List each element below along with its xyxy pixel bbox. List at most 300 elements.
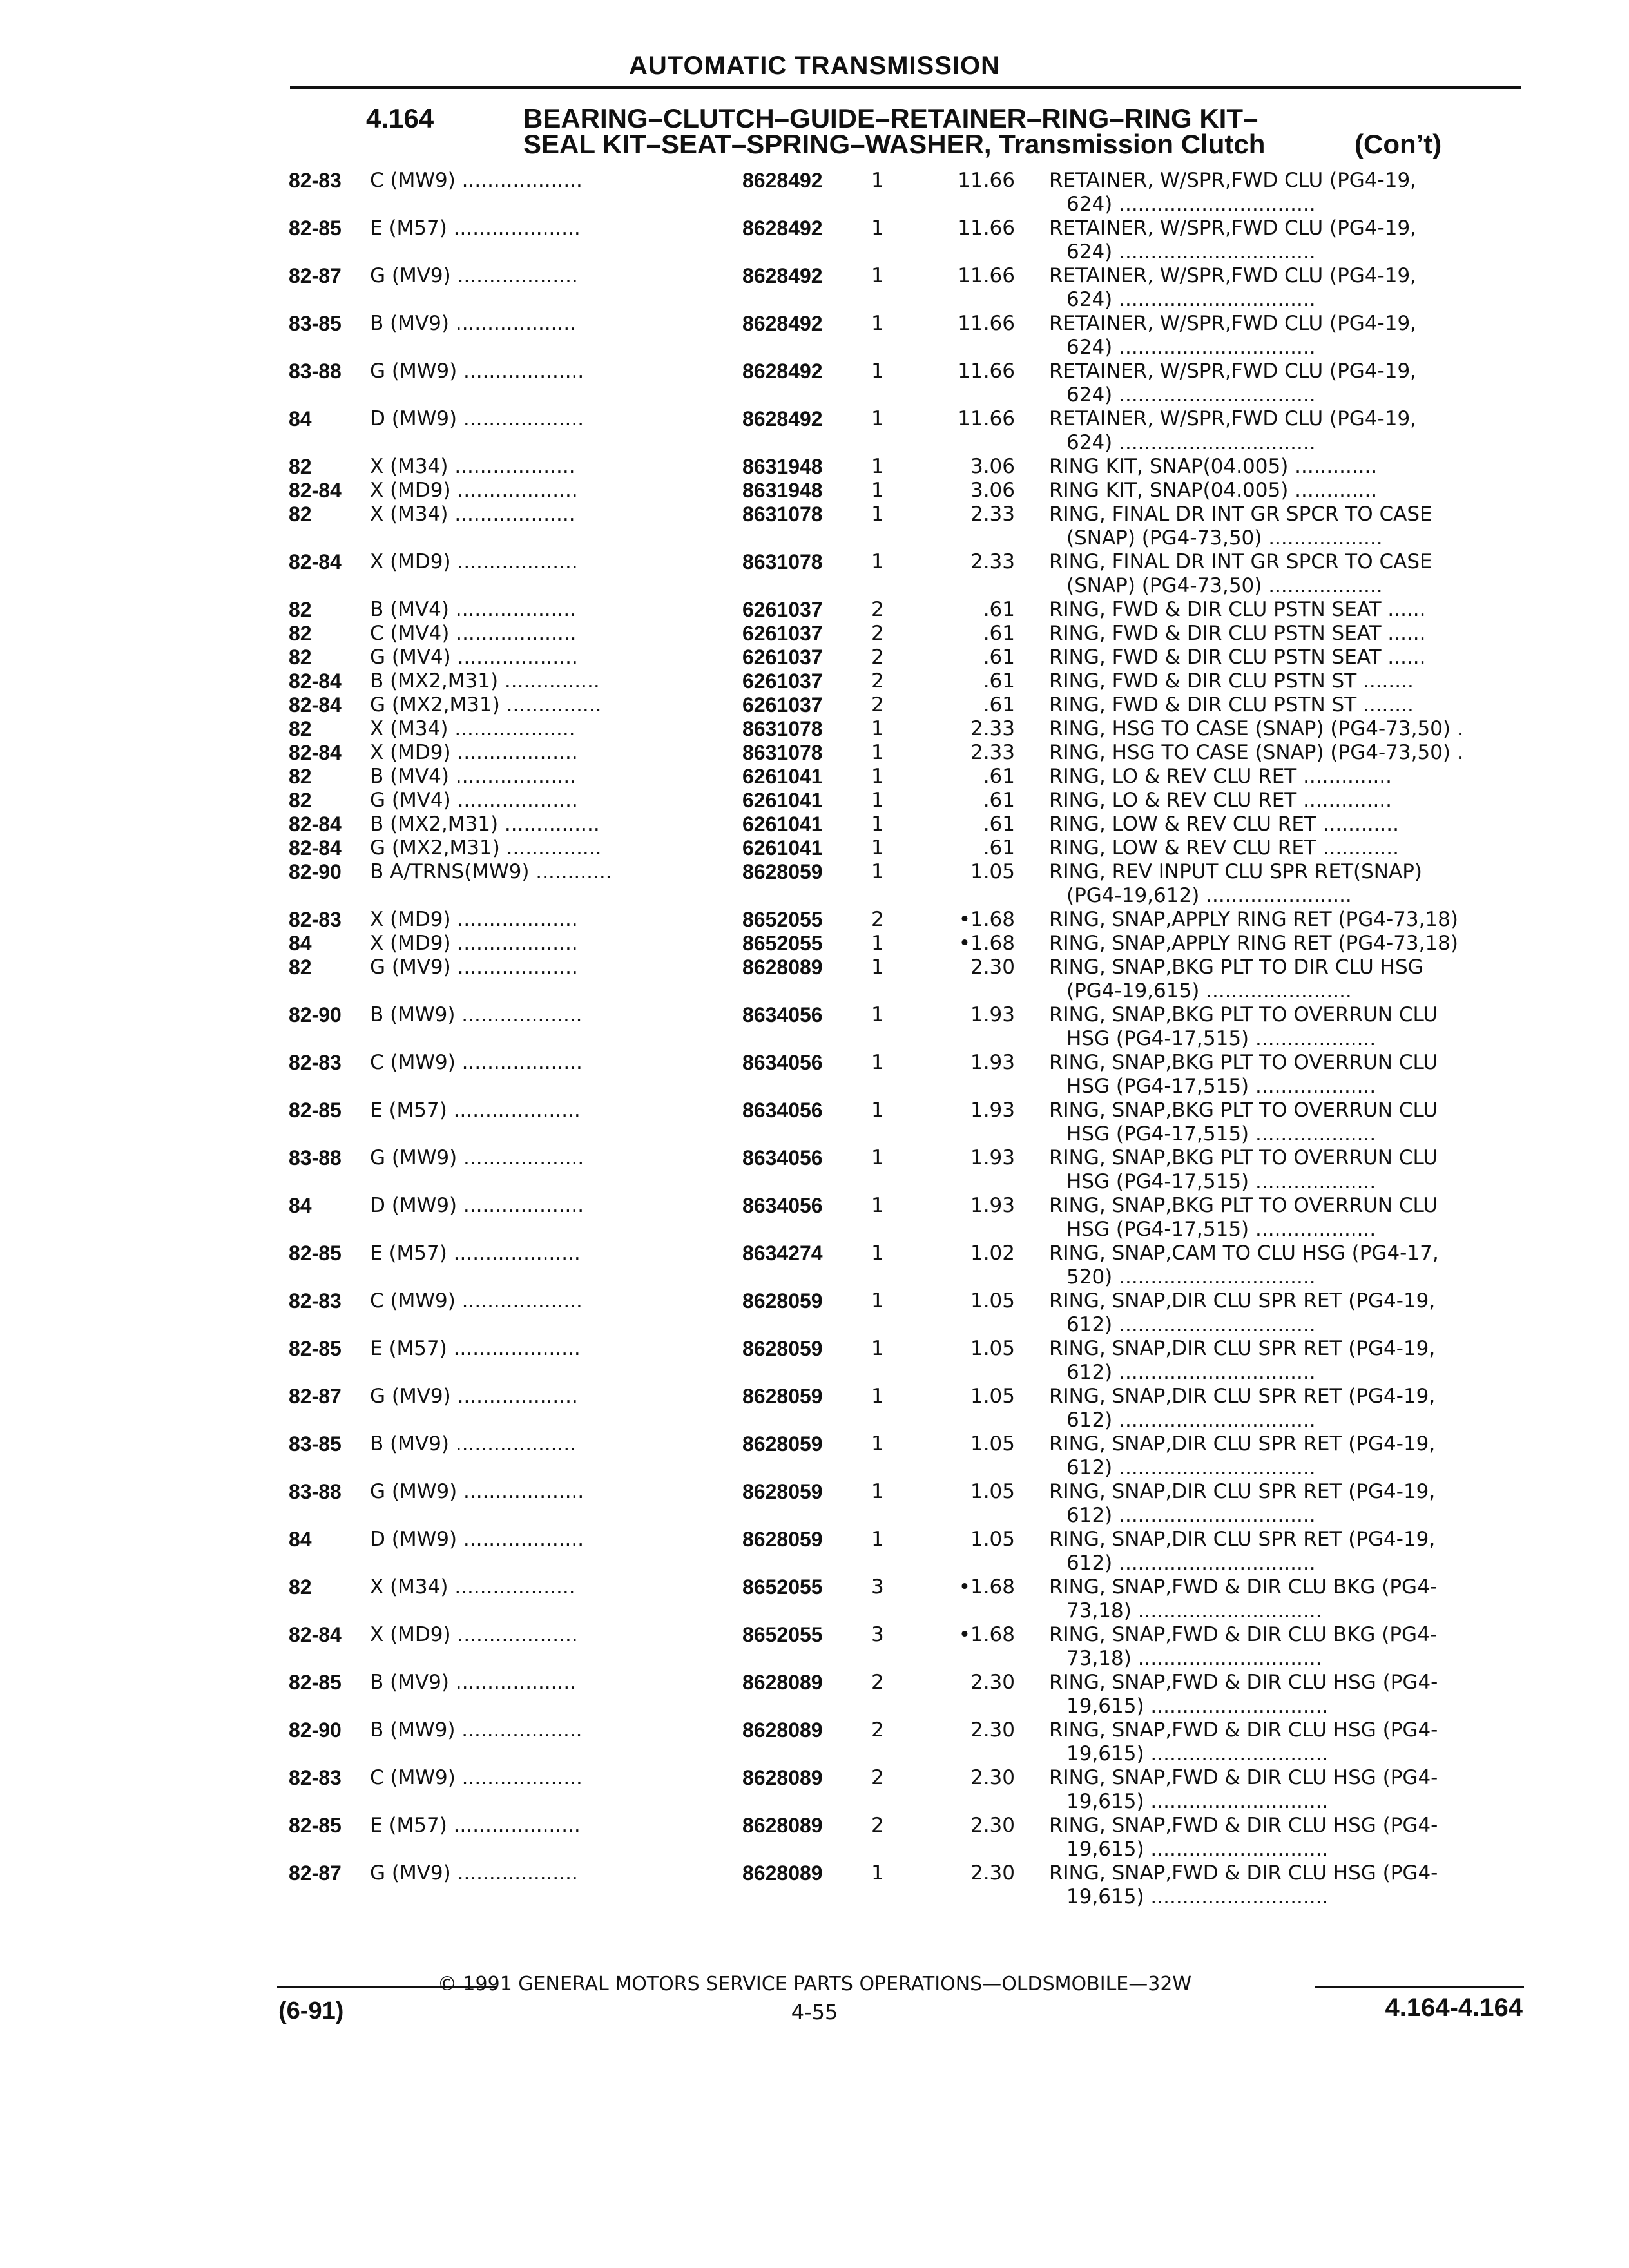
entry-description-continued: (PG4-19,612) ....................... xyxy=(1066,884,1352,907)
entry-model: D (MW9) ................... xyxy=(370,1194,584,1217)
entry-year: 82-84 xyxy=(289,669,342,693)
entry-model: X (MD9) ................... xyxy=(370,479,578,502)
entry-description: RING, HSG TO CASE (SNAP) (PG4-73,50) . xyxy=(1049,741,1463,764)
entry-description-continued: 73,18) ............................. xyxy=(1066,1647,1322,1670)
entry-price: 2.30 xyxy=(970,1861,1015,1885)
entry-quantity: 2 xyxy=(871,1671,884,1694)
entry-description: RING, FWD & DIR CLU PSTN ST ........ xyxy=(1049,693,1414,716)
entry-quantity: 1 xyxy=(871,169,884,192)
entry-quantity: 1 xyxy=(871,216,884,240)
entry-quantity: 1 xyxy=(871,407,884,430)
entry-description-continued: 19,615) ............................ xyxy=(1066,1790,1329,1813)
entry-description-continued: 612) ............................... xyxy=(1066,1408,1316,1432)
entry-description: RETAINER, W/SPR,FWD CLU (PG4-19, xyxy=(1049,169,1417,192)
entry-year: 82-90 xyxy=(289,1003,342,1026)
entry-description-continued: 624) ............................... xyxy=(1066,383,1316,407)
entry-description-continued: 19,615) ............................ xyxy=(1066,1742,1329,1765)
entry-description: RING, SNAP,FWD & DIR CLU HSG (PG4- xyxy=(1049,1766,1438,1789)
entry-year: 82 xyxy=(289,789,312,812)
entry-part-number: 8628059 xyxy=(742,860,823,883)
entry-price: .61 xyxy=(983,765,1015,788)
entry-quantity: 1 xyxy=(871,1337,884,1360)
entry-year: 82 xyxy=(289,503,312,526)
entry-quantity: 1 xyxy=(871,860,884,883)
entry-model: G (MV9) ................... xyxy=(370,1385,578,1408)
entry-part-number: 8652055 xyxy=(742,1623,823,1646)
entry-model: G (MV9) ................... xyxy=(370,956,578,979)
entry-quantity: 1 xyxy=(871,1480,884,1503)
entry-part-number: 8628492 xyxy=(742,312,823,335)
entry-model: E (M57) .................... xyxy=(370,1242,581,1265)
entry-year: 82 xyxy=(289,717,312,740)
entry-quantity: 2 xyxy=(871,1766,884,1789)
footer-divider-right xyxy=(1315,1986,1524,1988)
entry-price: .61 xyxy=(983,598,1015,621)
entry-model: G (MV9) ................... xyxy=(370,264,578,287)
entry-year: 82-90 xyxy=(289,860,342,883)
entry-part-number: 8634056 xyxy=(742,1051,823,1074)
footer-date: (6-91) xyxy=(278,1997,344,2024)
entry-description-continued: HSG (PG4-17,515) ................... xyxy=(1066,1027,1376,1050)
entry-description-continued: 624) ............................... xyxy=(1066,288,1316,311)
entry-description-continued: 624) ............................... xyxy=(1066,431,1316,454)
entry-year: 82-84 xyxy=(289,693,342,716)
entry-description-continued: 19,615) ............................ xyxy=(1066,1695,1329,1718)
entry-quantity: 1 xyxy=(871,1289,884,1312)
entry-description-continued: 520) ............................... xyxy=(1066,1265,1316,1289)
entry-quantity: 2 xyxy=(871,693,884,716)
entry-price: 11.66 xyxy=(958,360,1015,383)
entry-part-number: 8628059 xyxy=(742,1289,823,1312)
entry-part-number: 6261041 xyxy=(742,765,823,788)
entry-description: RING, SNAP,CAM TO CLU HSG (PG4-17, xyxy=(1049,1242,1439,1265)
entry-description: RING, FINAL DR INT GR SPCR TO CASE xyxy=(1049,503,1432,526)
entry-price: 1.05 xyxy=(970,860,1015,883)
entry-part-number: 6261037 xyxy=(742,693,823,716)
entry-description-continued: (SNAP) (PG4-73,50) .................. xyxy=(1066,574,1383,597)
entry-quantity: 1 xyxy=(871,1242,884,1265)
entry-year: 82-84 xyxy=(289,741,342,764)
entry-part-number: 8631078 xyxy=(742,717,823,740)
entry-year: 84 xyxy=(289,1528,312,1551)
entry-quantity: 1 xyxy=(871,1051,884,1074)
entry-price: 1.93 xyxy=(970,1194,1015,1217)
entry-year: 82-85 xyxy=(289,1099,342,1122)
entry-description: RING, SNAP,BKG PLT TO OVERRUN CLU xyxy=(1049,1194,1438,1217)
entry-part-number: 8628089 xyxy=(742,1671,823,1694)
entry-model: C (MV4) ................... xyxy=(370,622,577,645)
entry-description-continued: 73,18) ............................. xyxy=(1066,1599,1322,1622)
entry-year: 82-84 xyxy=(289,812,342,836)
entry-model: E (M57) .................... xyxy=(370,1099,581,1122)
entry-model: B (MW9) ................... xyxy=(370,1718,583,1742)
entry-description-continued: 612) ............................... xyxy=(1066,1552,1316,1575)
entry-description: RING, SNAP,BKG PLT TO DIR CLU HSG xyxy=(1049,956,1423,979)
entry-model: X (M34) ................... xyxy=(370,1575,575,1599)
entry-description: RING, SNAP,DIR CLU SPR RET (PG4-19, xyxy=(1049,1337,1436,1360)
entry-part-number: 6261041 xyxy=(742,836,823,860)
entry-year: 82-85 xyxy=(289,216,342,240)
entry-part-number: 6261037 xyxy=(742,646,823,669)
entry-quantity: 1 xyxy=(871,1432,884,1456)
entry-year: 82-87 xyxy=(289,1385,342,1408)
entry-price: 1.05 xyxy=(970,1528,1015,1551)
entry-year: 82-85 xyxy=(289,1242,342,1265)
entry-description: RING, SNAP,DIR CLU SPR RET (PG4-19, xyxy=(1049,1289,1436,1312)
entry-model: G (MV4) ................... xyxy=(370,789,578,812)
entry-year: 82 xyxy=(289,956,312,979)
entry-description: RETAINER, W/SPR,FWD CLU (PG4-19, xyxy=(1049,407,1417,430)
entry-model: G (MX2,M31) ............... xyxy=(370,836,602,860)
entry-model: E (M57) .................... xyxy=(370,216,581,240)
entry-part-number: 8628059 xyxy=(742,1337,823,1360)
entry-price: 1.93 xyxy=(970,1146,1015,1169)
entry-part-number: 8628492 xyxy=(742,169,823,192)
entry-model: D (MW9) ................... xyxy=(370,407,584,430)
entry-description: RING, FWD & DIR CLU PSTN SEAT ...... xyxy=(1049,598,1426,621)
entry-price: 1.05 xyxy=(970,1337,1015,1360)
entry-price: •1.68 xyxy=(958,1623,1015,1646)
entry-year: 82-83 xyxy=(289,908,342,931)
entry-part-number: 8628492 xyxy=(742,360,823,383)
entry-price: 2.33 xyxy=(970,741,1015,764)
entry-year: 82 xyxy=(289,646,312,669)
entry-model: B (MW9) ................... xyxy=(370,1003,583,1026)
entry-model: X (M34) ................... xyxy=(370,455,575,478)
entry-quantity: 1 xyxy=(871,789,884,812)
entry-model: X (M34) ................... xyxy=(370,503,575,526)
entry-part-number: 8634274 xyxy=(742,1242,823,1265)
entry-part-number: 6261037 xyxy=(742,598,823,621)
entry-description: RING, FWD & DIR CLU PSTN SEAT ...... xyxy=(1049,646,1426,669)
entry-part-number: 8628089 xyxy=(742,1718,823,1742)
entry-description-continued: (PG4-19,615) ....................... xyxy=(1066,979,1352,1003)
entry-part-number: 8634056 xyxy=(742,1194,823,1217)
entry-year: 82-85 xyxy=(289,1337,342,1360)
entry-description-continued: 612) ............................... xyxy=(1066,1456,1316,1479)
entry-description-continued: HSG (PG4-17,515) ................... xyxy=(1066,1122,1376,1146)
entry-price: 2.33 xyxy=(970,717,1015,740)
entry-price: •1.68 xyxy=(958,1575,1015,1599)
entry-year: 82-83 xyxy=(289,169,342,192)
entry-price: .61 xyxy=(983,669,1015,693)
entry-description: RING, SNAP,APPLY RING RET (PG4-73,18) xyxy=(1049,908,1458,931)
entry-model: X (M34) ................... xyxy=(370,717,575,740)
entry-year: 83-88 xyxy=(289,1146,342,1169)
entry-description: RETAINER, W/SPR,FWD CLU (PG4-19, xyxy=(1049,312,1417,335)
entry-quantity: 2 xyxy=(871,908,884,931)
entry-price: 11.66 xyxy=(958,216,1015,240)
entry-description-continued: 624) ............................... xyxy=(1066,336,1316,359)
entry-model: B A/TRNS(MW9) ............ xyxy=(370,860,612,883)
entry-description: RING, SNAP,DIR CLU SPR RET (PG4-19, xyxy=(1049,1385,1436,1408)
entry-description: RING, SNAP,FWD & DIR CLU HSG (PG4- xyxy=(1049,1718,1438,1742)
entry-description: RING, SNAP,FWD & DIR CLU BKG (PG4- xyxy=(1049,1575,1437,1599)
entry-model: G (MX2,M31) ............... xyxy=(370,693,602,716)
entry-quantity: 1 xyxy=(871,1194,884,1217)
entry-year: 82-84 xyxy=(289,836,342,860)
entry-description-continued: 612) ............................... xyxy=(1066,1313,1316,1336)
entry-price: 11.66 xyxy=(958,312,1015,335)
entry-description: RING, SNAP,BKG PLT TO OVERRUN CLU xyxy=(1049,1099,1438,1122)
entry-year: 82 xyxy=(289,598,312,621)
entry-description: RING, SNAP,FWD & DIR CLU HSG (PG4- xyxy=(1049,1671,1438,1694)
entry-part-number: 8628059 xyxy=(742,1528,823,1551)
entry-description: RING, SNAP,DIR CLU SPR RET (PG4-19, xyxy=(1049,1480,1436,1503)
entry-price: 3.06 xyxy=(970,455,1015,478)
entry-quantity: 1 xyxy=(871,741,884,764)
entry-year: 82-83 xyxy=(289,1766,342,1789)
entry-part-number: 8628492 xyxy=(742,407,823,430)
entry-description: RETAINER, W/SPR,FWD CLU (PG4-19, xyxy=(1049,264,1417,287)
entry-year: 82-87 xyxy=(289,1861,342,1885)
entry-year: 83-88 xyxy=(289,1480,342,1503)
entry-quantity: 1 xyxy=(871,765,884,788)
entry-description: RING, FWD & DIR CLU PSTN ST ........ xyxy=(1049,669,1414,693)
entry-description-continued: 19,615) ............................ xyxy=(1066,1885,1329,1908)
entry-model: C (MW9) ................... xyxy=(370,1766,583,1789)
entry-description: RING KIT, SNAP(04.005) ............. xyxy=(1049,455,1378,478)
entry-quantity: 1 xyxy=(871,836,884,860)
entry-price: 11.66 xyxy=(958,264,1015,287)
entry-part-number: 8652055 xyxy=(742,1575,823,1599)
entry-description-continued: 624) ............................... xyxy=(1066,240,1316,264)
entry-model: B (MV9) ................... xyxy=(370,1671,577,1694)
entry-model: B (MV9) ................... xyxy=(370,1432,577,1456)
entry-year: 82-85 xyxy=(289,1671,342,1694)
section-title-line2: SEAL KIT–SEAT–SPRING–WASHER, Transmission Clutch xyxy=(523,129,1266,159)
footer-copyright: © 1991 GENERAL MOTORS SERVICE PARTS OPERATIONS—OLDSMOBILE—32W xyxy=(437,1973,1192,1995)
entry-year: 84 xyxy=(289,932,312,955)
entry-quantity: 3 xyxy=(871,1575,884,1599)
entry-part-number: 6261037 xyxy=(742,669,823,693)
entry-quantity: 1 xyxy=(871,455,884,478)
entry-part-number: 8628059 xyxy=(742,1432,823,1456)
entry-model: G (MV4) ................... xyxy=(370,646,578,669)
entry-description: RING, SNAP,FWD & DIR CLU HSG (PG4- xyxy=(1049,1814,1438,1837)
entry-description: RING, HSG TO CASE (SNAP) (PG4-73,50) . xyxy=(1049,717,1463,740)
entry-quantity: 3 xyxy=(871,1623,884,1646)
entry-price: 1.02 xyxy=(970,1242,1015,1265)
entry-description-continued: 624) ............................... xyxy=(1066,193,1316,216)
entry-description: RING, SNAP,FWD & DIR CLU BKG (PG4- xyxy=(1049,1623,1437,1646)
entry-quantity: 1 xyxy=(871,503,884,526)
entry-model: C (MW9) ................... xyxy=(370,1051,583,1074)
entry-quantity: 1 xyxy=(871,312,884,335)
entry-year: 82 xyxy=(289,622,312,645)
entry-price: .61 xyxy=(983,646,1015,669)
entry-year: 83-85 xyxy=(289,1432,342,1456)
entry-quantity: 2 xyxy=(871,1718,884,1742)
entry-model: X (MD9) ................... xyxy=(370,932,578,955)
entry-quantity: 1 xyxy=(871,1099,884,1122)
entry-model: D (MW9) ................... xyxy=(370,1528,584,1551)
entry-quantity: 1 xyxy=(871,932,884,955)
entry-price: 1.93 xyxy=(970,1003,1015,1026)
entry-description: RING, SNAP,FWD & DIR CLU HSG (PG4- xyxy=(1049,1861,1438,1885)
entry-price: .61 xyxy=(983,812,1015,836)
entry-model: X (MD9) ................... xyxy=(370,1623,578,1646)
entry-quantity: 1 xyxy=(871,479,884,502)
entry-price: 1.05 xyxy=(970,1385,1015,1408)
entry-description-continued: HSG (PG4-17,515) ................... xyxy=(1066,1218,1376,1241)
entry-quantity: 2 xyxy=(871,622,884,645)
entry-description: RING KIT, SNAP(04.005) ............. xyxy=(1049,479,1378,502)
entry-year: 84 xyxy=(289,1194,312,1217)
entry-year: 82 xyxy=(289,455,312,478)
entry-price: 1.05 xyxy=(970,1480,1015,1503)
entry-description: RING, REV INPUT CLU SPR RET(SNAP) xyxy=(1049,860,1422,883)
entry-description: RING, LO & REV CLU RET .............. xyxy=(1049,789,1393,812)
entry-year: 82-84 xyxy=(289,1623,342,1646)
entry-part-number: 8628059 xyxy=(742,1480,823,1503)
entry-price: .61 xyxy=(983,789,1015,812)
entry-price: .61 xyxy=(983,693,1015,716)
entry-description: RING, SNAP,BKG PLT TO OVERRUN CLU xyxy=(1049,1003,1438,1026)
entry-quantity: 2 xyxy=(871,669,884,693)
entry-model: C (MW9) ................... xyxy=(370,1289,583,1312)
entry-model: B (MV4) ................... xyxy=(370,765,577,788)
entry-part-number: 8634056 xyxy=(742,1146,823,1169)
entry-description: RING, LOW & REV CLU RET ............ xyxy=(1049,812,1399,836)
entry-year: 82-84 xyxy=(289,479,342,502)
entry-quantity: 1 xyxy=(871,550,884,573)
entry-description: RING, SNAP,DIR CLU SPR RET (PG4-19, xyxy=(1049,1528,1436,1551)
entry-part-number: 8631948 xyxy=(742,479,823,502)
entry-description: RING, SNAP,APPLY RING RET (PG4-73,18) xyxy=(1049,932,1458,955)
entry-model: E (M57) .................... xyxy=(370,1814,581,1837)
entry-year: 84 xyxy=(289,407,312,430)
entry-part-number: 8631078 xyxy=(742,741,823,764)
entry-part-number: 8628492 xyxy=(742,264,823,287)
entry-description: RING, FWD & DIR CLU PSTN SEAT ...... xyxy=(1049,622,1426,645)
entry-price: 2.30 xyxy=(970,1814,1015,1837)
entry-price: 2.33 xyxy=(970,550,1015,573)
entry-quantity: 1 xyxy=(871,1528,884,1551)
entry-quantity: 2 xyxy=(871,1814,884,1837)
entry-year: 82-90 xyxy=(289,1718,342,1742)
entry-description-continued: HSG (PG4-17,515) ................... xyxy=(1066,1075,1376,1098)
entry-price: 2.30 xyxy=(970,1718,1015,1742)
entry-description-continued: HSG (PG4-17,515) ................... xyxy=(1066,1170,1376,1193)
entry-year: 82-83 xyxy=(289,1289,342,1312)
entry-year: 82-83 xyxy=(289,1051,342,1074)
entry-part-number: 8628059 xyxy=(742,1385,823,1408)
entry-description-continued: (SNAP) (PG4-73,50) .................. xyxy=(1066,526,1383,550)
entry-part-number: 8631948 xyxy=(742,455,823,478)
entry-quantity: 2 xyxy=(871,598,884,621)
entry-part-number: 8652055 xyxy=(742,932,823,955)
continued-label: (Con’t) xyxy=(1354,129,1442,159)
entry-price: 11.66 xyxy=(958,407,1015,430)
entry-price: .61 xyxy=(983,836,1015,860)
entry-year: 82-84 xyxy=(289,550,342,573)
entry-model: G (MW9) ................... xyxy=(370,1480,584,1503)
entry-year: 82-87 xyxy=(289,264,342,287)
entry-model: B (MX2,M31) ............... xyxy=(370,812,600,836)
entry-quantity: 1 xyxy=(871,956,884,979)
entry-model: C (MW9) ................... xyxy=(370,169,583,192)
entry-year: 82 xyxy=(289,1575,312,1599)
entry-part-number: 8628089 xyxy=(742,1814,823,1837)
entry-price: 1.05 xyxy=(970,1432,1015,1456)
footer-page-number: 4-55 xyxy=(791,2000,838,2024)
entry-quantity: 1 xyxy=(871,812,884,836)
entry-description: RING, LO & REV CLU RET .............. xyxy=(1049,765,1393,788)
entry-quantity: 1 xyxy=(871,1861,884,1885)
entry-description: RING, FINAL DR INT GR SPCR TO CASE xyxy=(1049,550,1432,573)
entry-price: 3.06 xyxy=(970,479,1015,502)
entry-price: 1.05 xyxy=(970,1289,1015,1312)
page-header-title: AUTOMATIC TRANSMISSION xyxy=(628,52,1001,80)
entry-price: •1.68 xyxy=(958,932,1015,955)
entry-part-number: 8634056 xyxy=(742,1099,823,1122)
entry-model: B (MV4) ................... xyxy=(370,598,577,621)
entry-year: 83-88 xyxy=(289,360,342,383)
entry-price: 2.30 xyxy=(970,1766,1015,1789)
entry-model: X (MD9) ................... xyxy=(370,741,578,764)
entry-year: 82 xyxy=(289,765,312,788)
entry-price: .61 xyxy=(983,622,1015,645)
entry-part-number: 6261041 xyxy=(742,812,823,836)
entry-model: G (MW9) ................... xyxy=(370,360,584,383)
entry-price: 1.93 xyxy=(970,1051,1015,1074)
entry-part-number: 8628089 xyxy=(742,1766,823,1789)
footer-section-range: 4.164-4.164 xyxy=(1385,1994,1523,2022)
entry-description-continued: 19,615) ............................ xyxy=(1066,1838,1329,1861)
entry-quantity: 1 xyxy=(871,1146,884,1169)
entry-model: X (MD9) ................... xyxy=(370,908,578,931)
section-title-line1: BEARING–CLUTCH–GUIDE–RETAINER–RING–RING KIT– xyxy=(523,103,1258,133)
entry-quantity: 2 xyxy=(871,646,884,669)
entry-description: RING, SNAP,BKG PLT TO OVERRUN CLU xyxy=(1049,1146,1438,1169)
entry-price: 2.33 xyxy=(970,503,1015,526)
entry-year: 83-85 xyxy=(289,312,342,335)
section-number: 4.164 xyxy=(366,103,434,133)
entry-description: RING, SNAP,BKG PLT TO OVERRUN CLU xyxy=(1049,1051,1438,1074)
entry-description-continued: 612) ............................... xyxy=(1066,1361,1316,1384)
entry-price: 2.30 xyxy=(970,956,1015,979)
entry-model: B (MX2,M31) ............... xyxy=(370,669,600,693)
entry-part-number: 8652055 xyxy=(742,908,823,931)
entry-model: B (MV9) ................... xyxy=(370,312,577,335)
entry-quantity: 1 xyxy=(871,1003,884,1026)
entry-part-number: 8628089 xyxy=(742,1861,823,1885)
entry-description-continued: 612) ............................... xyxy=(1066,1504,1316,1527)
entry-part-number: 8631078 xyxy=(742,550,823,573)
entry-model: E (M57) .................... xyxy=(370,1337,581,1360)
entry-model: G (MV9) ................... xyxy=(370,1861,578,1885)
entry-part-number: 6261037 xyxy=(742,622,823,645)
entry-year: 82-85 xyxy=(289,1814,342,1837)
entry-description: RETAINER, W/SPR,FWD CLU (PG4-19, xyxy=(1049,216,1417,240)
entry-part-number: 8628492 xyxy=(742,216,823,240)
entry-part-number: 8628089 xyxy=(742,956,823,979)
entry-price: 1.93 xyxy=(970,1099,1015,1122)
entry-price: 11.66 xyxy=(958,169,1015,192)
entry-part-number: 6261041 xyxy=(742,789,823,812)
entry-price: •1.68 xyxy=(958,908,1015,931)
entry-model: X (MD9) ................... xyxy=(370,550,578,573)
entry-part-number: 8634056 xyxy=(742,1003,823,1026)
entry-quantity: 1 xyxy=(871,264,884,287)
entry-price: 2.30 xyxy=(970,1671,1015,1694)
entry-quantity: 1 xyxy=(871,360,884,383)
entry-part-number: 8631078 xyxy=(742,503,823,526)
entry-model: G (MW9) ................... xyxy=(370,1146,584,1169)
entry-quantity: 1 xyxy=(871,717,884,740)
entry-description: RETAINER, W/SPR,FWD CLU (PG4-19, xyxy=(1049,360,1417,383)
